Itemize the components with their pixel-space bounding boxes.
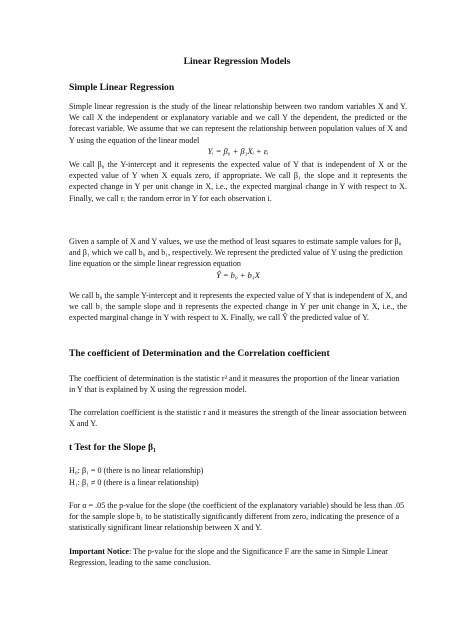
paragraph-determination: The coefficient of determination is the statistic r² and it measures the proportion of the linear variation in Y that is explained by X using the regression model. bbox=[69, 374, 400, 395]
paragraph-sample-estimates: We call b₀ the sample Y-intercept and it represents the expected value of Y that is independent of X, and we call b₁ the sample slope and it represents the expected change in Y per unit change in X, i.e., the expected marginal change in Y with respect to X. Finally, we call Ŷ the predicted value of Y. bbox=[69, 291, 407, 323]
important-notice bbox=[69, 546, 407, 568]
important-notice-text: : The p-value for the slope and the Significance F are the same in Simple Linear Regression, leading to the same conclusion. bbox=[69, 547, 389, 568]
paragraph-parameters: We call β₀ the Y-intercept and it represents the expected value of Y that is independent of X or the expected value of Y when X equals zero, if appropriate. We call β₁ the slope and it represents the expected change in Y per unit change in X, i.e., the expected marginal change in Y with respect to X. Finally, we call εᵢ the random error in Y for each observation i. bbox=[69, 160, 407, 203]
paragraph-correlation: The correlation coefficient is the statistic r and it measures the strength of the linear association between X and Y. bbox=[69, 408, 407, 429]
paragraph-least-squares bbox=[69, 236, 407, 281]
paragraph-p-value: For α = .05 the p-value for the slope (the coefficient of the explanatory variable) should be less than .05 for the sample slope b₁ to be statistically significantly different from zero, indicating the presence of a statistically significant linear relationship between X and Y. bbox=[69, 501, 405, 533]
alternative-hypothesis: H₁: β₁ ≠ 0 (there is a linear relationship) bbox=[69, 478, 199, 487]
document-title: Linear Regression Models bbox=[183, 56, 291, 67]
null-hypothesis: H₀: β₁ = 0 (there is no linear relationship) bbox=[69, 466, 204, 475]
paragraph-intro bbox=[69, 101, 407, 157]
section-heading-determination-correlation: The coefficient of Determination and the Correlation coefficient bbox=[69, 348, 330, 359]
section-heading-t-test: t Test for the Slope β₁ bbox=[69, 442, 156, 453]
section-heading-simple-linear-regression: Simple Linear Regression bbox=[69, 82, 175, 93]
paragraph-intro-text: Simple linear regression is the study of the linear relationship between two random variables X and Y. We call X the independent or explanatory variable and we call Y the dependent, the predicted or the forecast variable. We assume that we can represent the relationship between population values of X and Y using the equation of the linear model bbox=[69, 102, 407, 145]
paragraph-least-squares-text: Given a sample of X and Y values, we use the method of least squares to estimate sample values for β₀ and β₁ which we call b₀ and b₁, respectively. We represent the predicted value of Y using the prediction line equation or the simple linear regression equation bbox=[69, 237, 403, 269]
linear-model-equation: Yᵢ = β₀ + β₁Xᵢ + εᵢ bbox=[207, 146, 269, 156]
regression-equation: Ŷ = b₀ + b₁X bbox=[216, 270, 260, 280]
important-notice-label: Important Notice bbox=[69, 547, 130, 556]
